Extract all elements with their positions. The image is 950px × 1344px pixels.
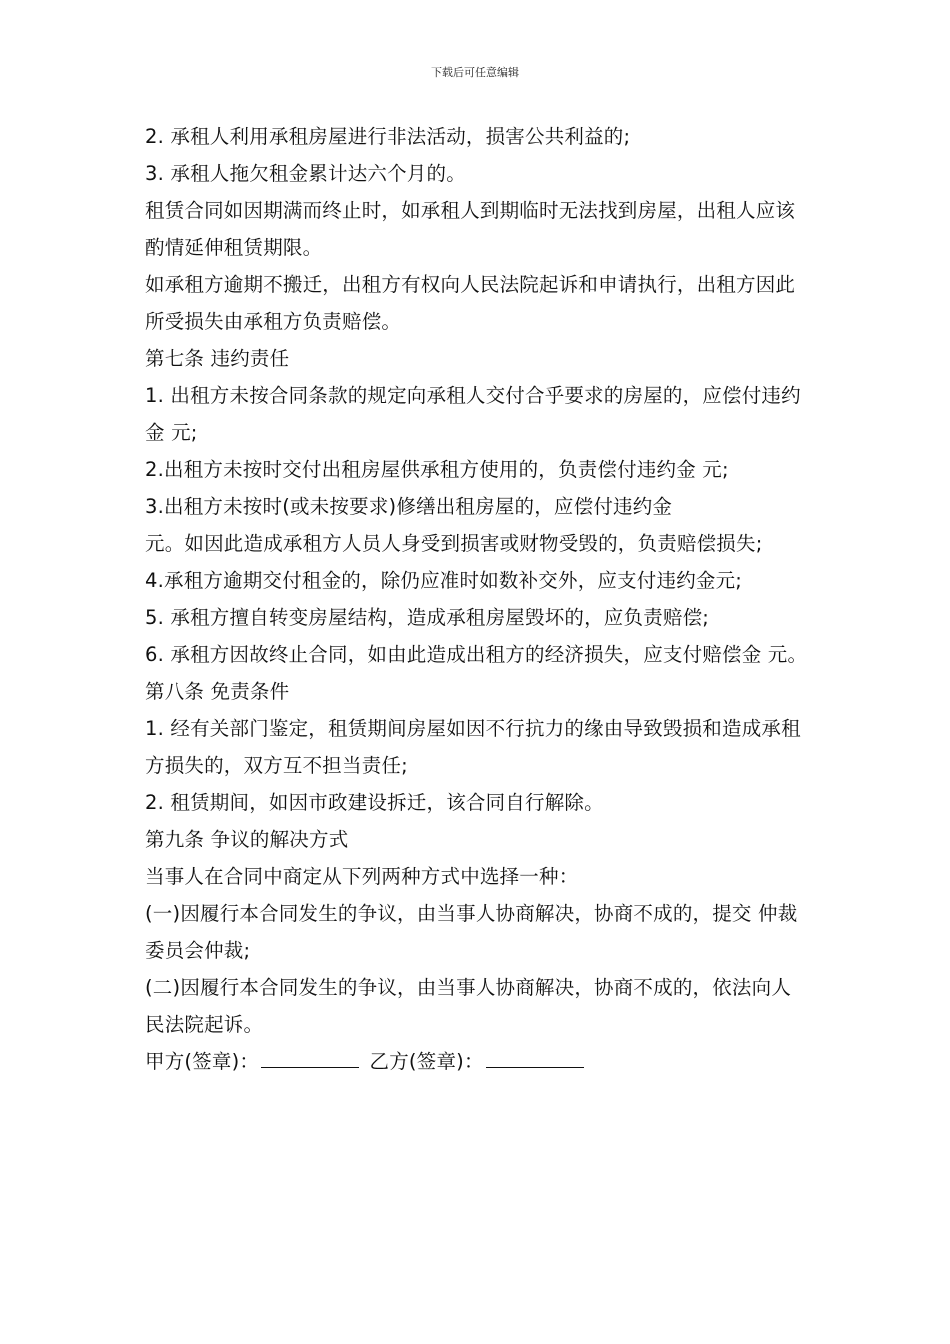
section-heading: 第八条 免责条件 (145, 680, 290, 703)
clause-item: 6. 承租方因故终止合同，如由此造成出租方的经济损失，应支付赔偿金 元。 (145, 643, 808, 666)
page-header-note: 下载后可任意编辑 (431, 66, 519, 79)
clause-item: (二)因履行本合同发生的争议，由当事人协商解决，协商不成的，依法向人民法院起诉。 (145, 976, 792, 1036)
section-heading: 第七条 违约责任 (145, 347, 290, 370)
signature-line (145, 1043, 810, 1080)
paragraph: 租赁合同如因期满而终止时，如承租人到期临时无法找到房屋，出租人应该酌情延伸租赁期限。 (145, 199, 796, 259)
clause-item: 元。如因此造成承租方人员人身受到损害或财物受毁的，负责赔偿损失; (145, 532, 763, 555)
paragraph: 如承租方逾期不搬迁，出租方有权向人民法院起诉和申请执行，出租方因此所受损失由承租方负责赔偿。 (145, 273, 796, 333)
party-b-label: 乙方(签章)： (369, 1050, 484, 1073)
clause-item: 1. 经有关部门鉴定，租赁期间房屋如因不行抗力的缘由导致毁损和造成承租方损失的，双方互不担当责任; (145, 717, 801, 777)
clause-item: 3. 承租人拖欠租金累计达六个月的。 (145, 162, 466, 185)
clause-item: 5. 承租方擅自转变房屋结构，造成承租房屋毁坏的，应负责赔偿; (145, 606, 710, 629)
clause-item: (一)因履行本合同发生的争议，由当事人协商解决，协商不成的，提交 仲裁委员会仲裁; (145, 902, 798, 962)
clause-item: 3.出租方未按时(或未按要求)修缮出租房屋的，应偿付违约金 (145, 495, 673, 518)
section-heading: 第九条 争议的解决方式 (145, 828, 349, 851)
party-a-signature-blank (261, 1045, 359, 1068)
party-a-label: 甲方(签章)： (145, 1050, 260, 1073)
paragraph: 当事人在合同中商定从下列两种方式中选择一种： (145, 865, 579, 888)
clause-item: 1. 出租方未按合同条款的规定向承租人交付合乎要求的房屋的，应偿付违约金 元; (145, 384, 801, 444)
contract-body (145, 118, 810, 1080)
clause-item: 2. 租赁期间，如因市政建设拆迁，该合同自行解除。 (145, 791, 604, 814)
clause-item: 2.出租方未按时交付出租房屋供承租方使用的，负责偿付违约金 元; (145, 458, 729, 481)
clause-item: 4.承租方逾期交付租金的，除仍应准时如数补交外，应支付违约金元; (145, 569, 743, 592)
party-b-signature-blank (486, 1045, 584, 1068)
clause-item: 2. 承租人利用承租房屋进行非法活动，损害公共利益的; (145, 125, 631, 148)
